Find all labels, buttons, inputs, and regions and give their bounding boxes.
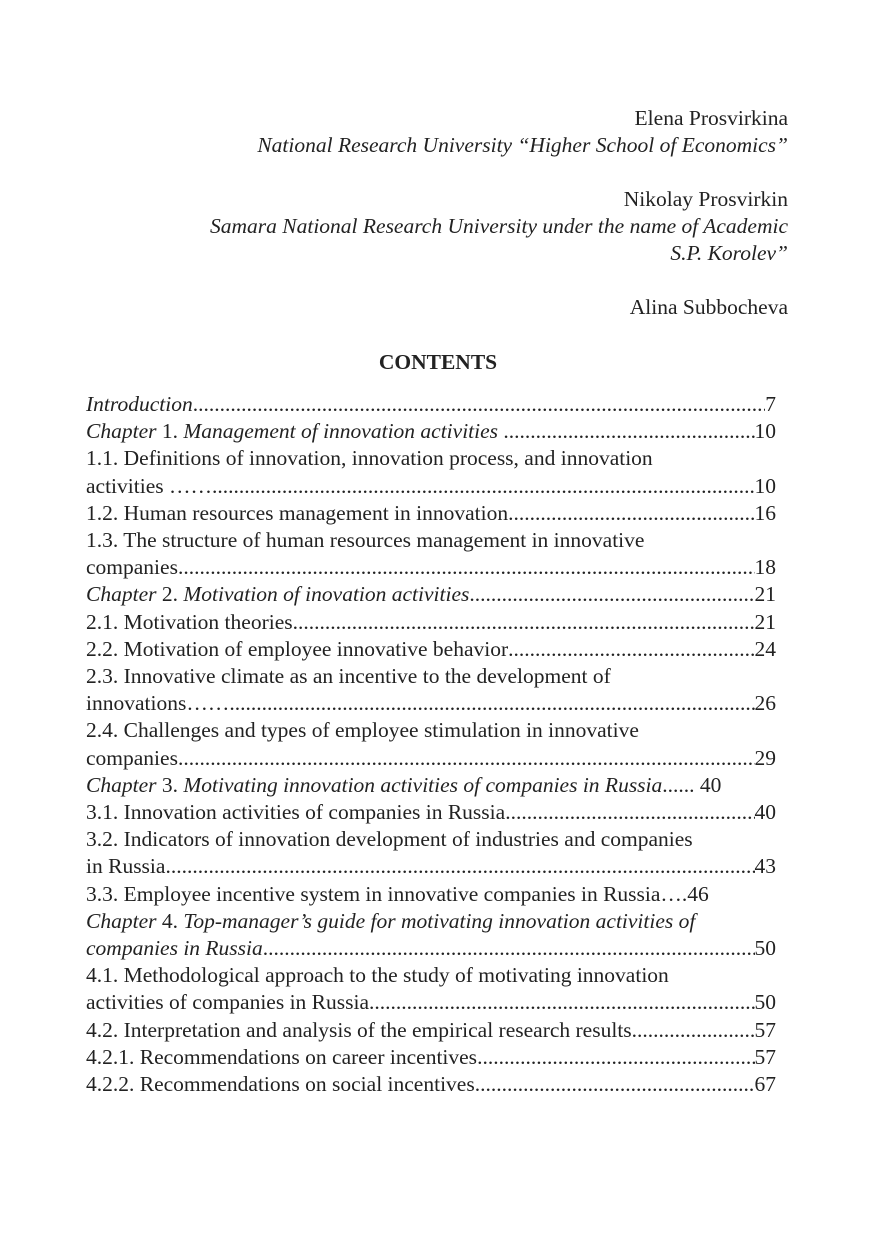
toc-page-number: 7: [765, 392, 776, 416]
toc-entry-title: 3.2. Indicators of innovation development of industries and companies: [86, 827, 693, 852]
toc-entry-title: 2.4. Challenges and types of employee stimulation in innovative: [86, 718, 639, 743]
toc-page-number: 24: [754, 636, 776, 661]
author-name: Elena Prosvirkina: [634, 106, 788, 130]
toc-entry-4-2-1[interactable]: [86, 1044, 776, 1071]
chapter-label: Chapter: [86, 582, 157, 607]
dot-leader: [178, 745, 755, 772]
dot-leader: [508, 636, 754, 663]
dot-leader: [293, 609, 755, 636]
toc-page-number: 10: [754, 473, 776, 498]
toc-entry-title: [86, 581, 469, 608]
dot-leader: [505, 799, 754, 826]
toc-entry-title: 2.1. Motivation theories: [86, 609, 293, 634]
author-name: Nikolay Prosvirkin: [623, 187, 788, 211]
author-affiliation: S.P. Korolev”: [670, 241, 788, 265]
toc-entry-title-cont: companies: [86, 555, 178, 580]
dot-leader: [171, 853, 755, 880]
toc-entry-title-cont: companies in Russia: [86, 936, 263, 961]
toc-entry-4-2-2[interactable]: [86, 1071, 776, 1098]
chapter-title: Motivation of inovation activities: [183, 582, 470, 607]
toc-entry-title: [86, 772, 721, 799]
toc-entry-title: 4.2. Interpretation and analysis of the empirical research results: [86, 1017, 632, 1042]
toc-entry-3-3[interactable]: [86, 881, 776, 908]
dot-leader: [178, 554, 755, 581]
chapter-title: Motivating innovation activities of companies in Russia: [183, 772, 663, 797]
dot-leader: [229, 690, 754, 717]
toc-entry-chapter-3[interactable]: [86, 772, 776, 799]
author-affiliation: National Research University “Higher School of Economics”: [257, 133, 788, 157]
toc-page-number: 50: [754, 936, 776, 961]
toc-entry-1-1[interactable]: [86, 445, 776, 499]
toc-page-number: 16: [754, 500, 776, 525]
dot-leader: [212, 473, 755, 500]
toc-entry-title-cont: companies: [86, 745, 178, 770]
dot-leader: [263, 935, 755, 962]
toc-entry-title: 3.1. Innovation activities of companies in Russia: [86, 800, 506, 825]
dot-leader: [477, 1044, 754, 1071]
toc-page-number: 29: [754, 745, 776, 770]
dot-leader: [508, 500, 754, 527]
dot-leader: [632, 1017, 755, 1044]
toc-entry-title: Introduction: [86, 392, 193, 416]
toc-entry-title-cont: activities of companies in Russia: [86, 990, 370, 1015]
toc-entry-title-cont: in Russia.: [86, 854, 171, 879]
author-name: Alina Subbocheva: [629, 295, 788, 319]
dot-leader-short: ......: [662, 772, 695, 797]
toc-entry-title: 4.2.2. Recommendations on social incentives: [86, 1072, 475, 1097]
table-of-contents: [86, 391, 776, 1098]
chapter-number: 3.: [156, 772, 184, 797]
chapter-number: 1.: [156, 419, 184, 444]
toc-entry-2-3[interactable]: [86, 663, 776, 717]
dot-leader: [369, 989, 754, 1016]
toc-page-number: 57: [754, 1017, 776, 1042]
toc-entry-4-1[interactable]: [86, 962, 776, 1016]
chapter-label: Chapter: [86, 772, 157, 797]
toc-entry-2-4[interactable]: [86, 717, 776, 771]
toc-page-number: 40: [694, 772, 722, 797]
toc-entry-1-3[interactable]: [86, 527, 776, 581]
toc-entry-title: 1.1. Definitions of innovation, innovation process, and innovation: [86, 446, 653, 471]
toc-entry-title-cont: activities ……: [86, 473, 212, 498]
dot-leader: [469, 581, 754, 608]
chapter-label: Chapter: [86, 908, 157, 933]
chapter-number: 4.: [156, 908, 184, 933]
toc-page-number: 57: [754, 1044, 776, 1069]
chapter-title: Management of innovation activities: [183, 419, 499, 444]
toc-entry-title: [86, 418, 503, 445]
toc-entry-2-1[interactable]: [86, 609, 776, 636]
toc-entry-title: 3.3. Employee incentive system in innovative companies in Russia….46: [86, 881, 709, 906]
toc-page-number: 10: [754, 419, 776, 444]
toc-page-number: 26: [754, 691, 776, 716]
toc-entry-chapter-1[interactable]: [86, 418, 776, 445]
author-affiliation: Samara National Research University under the name of Academic: [209, 214, 788, 238]
contents-heading: CONTENTS: [378, 350, 498, 374]
chapter-title: Top-manager’s guide for motivating innovation activities of: [183, 908, 696, 933]
toc-entry-title: 4.1. Methodological approach to the study of motivating innovation: [86, 963, 669, 988]
toc-page-number: 18: [754, 555, 776, 580]
toc-entry-1-2[interactable]: [86, 500, 776, 527]
toc-entry-title: 2.3. Innovative climate as an incentive to the development of: [86, 664, 611, 689]
toc-page-number: 43: [754, 854, 776, 879]
toc-page-number: 40: [754, 800, 776, 825]
toc-entry-4-2[interactable]: [86, 1017, 776, 1044]
toc-entry-title: 1.3. The structure of human resources management in innovative: [86, 528, 645, 553]
chapter-number: 2.: [156, 582, 184, 607]
dot-leader: [475, 1071, 755, 1098]
toc-page-number: 21: [754, 582, 776, 607]
toc-entry-3-1[interactable]: [86, 799, 776, 826]
toc-entry-chapter-4[interactable]: [86, 908, 776, 962]
toc-entry-chapter-2[interactable]: [86, 581, 776, 608]
authors-block: [100, 105, 788, 321]
toc-entry-title: 2.2. Motivation of employee innovative behavior: [86, 636, 509, 661]
toc-entry-3-2[interactable]: [86, 826, 776, 880]
toc-entry-2-2[interactable]: [86, 636, 776, 663]
toc-entry-title-cont: innovations……: [86, 691, 230, 716]
toc-entry-title: 4.2.1. Recommendations on career incentives: [86, 1044, 478, 1069]
toc-entry-introduction[interactable]: [86, 391, 776, 418]
toc-entry-title: [86, 908, 776, 935]
dot-leader: [503, 418, 754, 445]
toc-entry-title: 1.2. Human resources management in innovation: [86, 500, 509, 525]
toc-page-number: 67: [754, 1072, 776, 1097]
toc-page-number: 21: [754, 609, 776, 634]
dot-leader: [193, 391, 766, 418]
toc-page-number: 50: [754, 990, 776, 1015]
chapter-label: Chapter: [86, 419, 157, 444]
